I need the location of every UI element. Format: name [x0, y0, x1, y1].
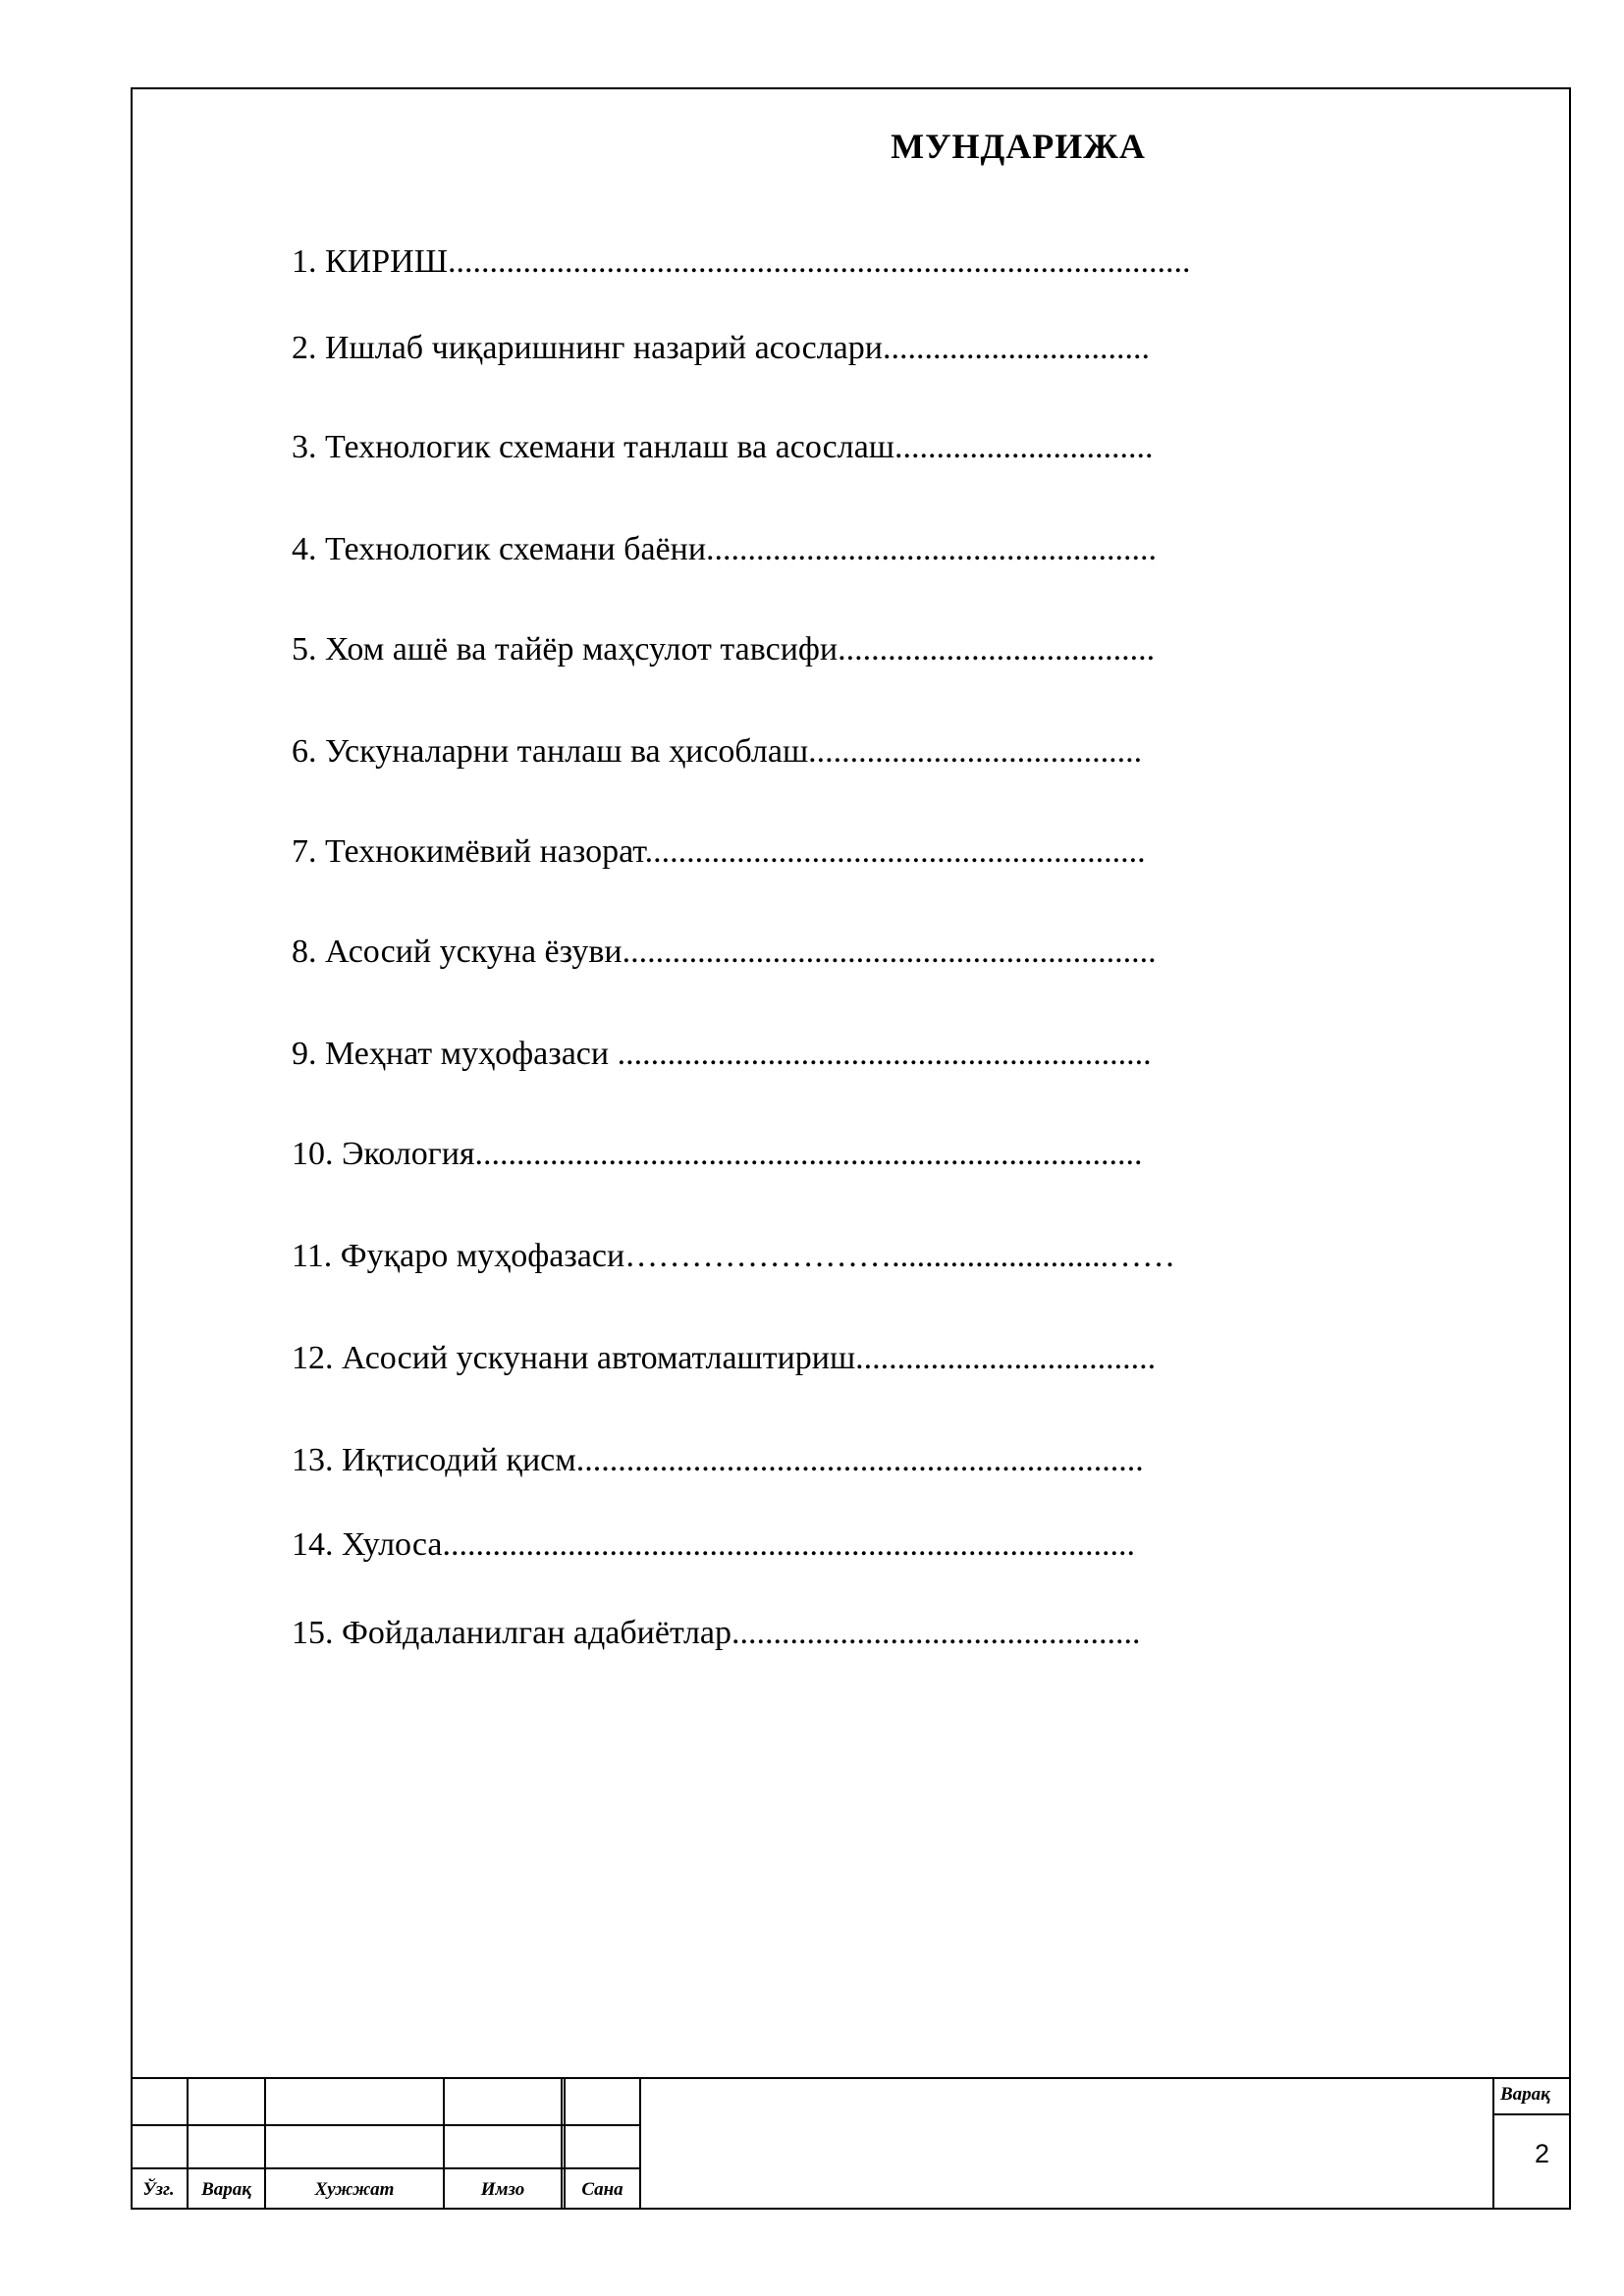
toc-item: 9. Меҳнат муҳофазаси ................................................................ [292, 1036, 1152, 1072]
toc-item: 15. Фойдаланилган адабиётлар................................................. [292, 1615, 1141, 1651]
sheet-label: Варақ [1500, 2084, 1550, 2105]
toc-item: 1. КИРИШ......................................................................................... [292, 243, 1191, 280]
toc-item: 8. Асосий ускуна ёзуви................................................................ [292, 934, 1157, 970]
toc-item: 4. Технологик схемани баёни...................................................... [292, 531, 1158, 567]
toc-item: 13. Иқтисодий қисм.................................................................... [292, 1442, 1144, 1478]
stamp-label-document: Хужжат [314, 2179, 395, 2200]
title-block [131, 2077, 1571, 2210]
toc-item: 14. Хулоса................................................................................... [292, 1526, 1135, 1563]
stamp-label-date: Сана [581, 2179, 623, 2200]
toc-item: 10. Экология................................................................................ [292, 1136, 1143, 1172]
toc-item: 3. Технологик схемани танлаш ва асослаш............................... [292, 429, 1154, 465]
stamp-label-change: Ўзг. [142, 2179, 175, 2200]
toc-item: 5. Хом ашё ва тайёр маҳсулот тавсифи...................................... [292, 631, 1156, 667]
page-title: МУНДАРИЖА [891, 127, 1146, 166]
sheet-number: 2 [1535, 2139, 1550, 2168]
toc-item: 2. Ишлаб чиқаришнинг назарий асослари................................ [292, 330, 1150, 366]
toc-item: 12. Асосий ускунани автоматлаштириш.................................... [292, 1340, 1157, 1376]
toc-item: 6. Ускуналарни танлаш ва ҳисоблаш........................................ [292, 733, 1143, 770]
stamp-label-sheet: Варақ [201, 2179, 251, 2200]
toc-item: 11. Фуқаро муҳофазаси……………………..........................…… [292, 1238, 1176, 1274]
toc-item: 7. Технокимёвий назорат............................................................ [292, 833, 1146, 870]
stamp-label-signature: Имзо [480, 2179, 525, 2200]
